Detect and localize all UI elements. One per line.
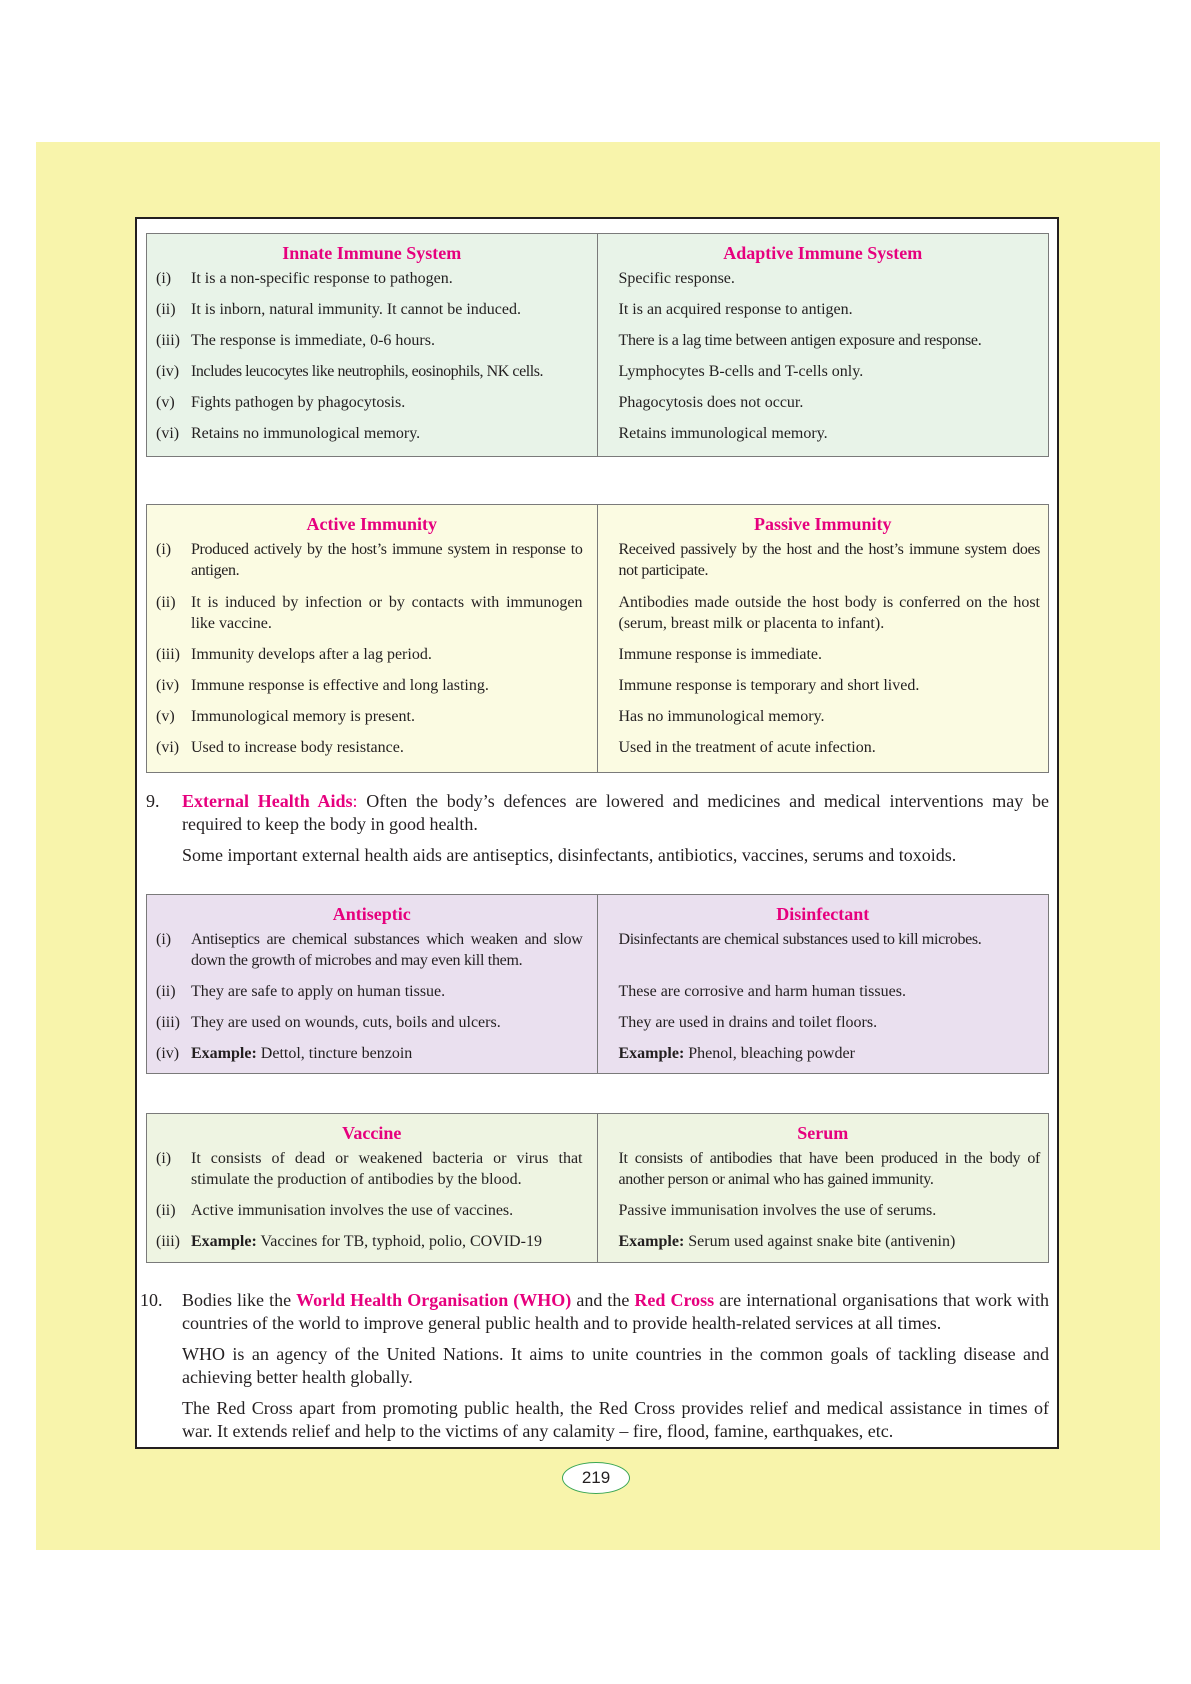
- adaptive-text: Retains immunological memory.: [618, 425, 828, 442]
- table-row: [598, 981, 1049, 1012]
- row-number: (ii): [156, 1202, 176, 1219]
- section-9-text2: Some important external health aids are antiseptics, disinfectants, antibiotics, vaccines, serums and toxoids.: [182, 845, 957, 865]
- example-label: Example:: [618, 1233, 685, 1250]
- antiseptic-column: [147, 895, 598, 1073]
- table-row: [147, 929, 597, 981]
- table-row: [598, 1200, 1049, 1231]
- table-row: [598, 1231, 1049, 1262]
- example-text: Dettol, tincture benzoin: [256, 1045, 413, 1062]
- table-row: [147, 299, 597, 330]
- table-row: [147, 706, 597, 737]
- innate-text: Retains no immunological memory.: [191, 425, 421, 442]
- row-number: (iii): [156, 332, 180, 349]
- passive-text: Immune response is temporary and short lived.: [618, 677, 920, 694]
- who-link-text: World Health Organisation (WHO): [296, 1290, 572, 1310]
- passive-text: Used in the treatment of acute infection.: [618, 739, 876, 756]
- text: are international organisations that work with countries of the world to improve general public health and to provide health-related services at all times.: [182, 1290, 1049, 1333]
- passive-text: Antibodies made outside the host body is conferred on the host (serum, breast milk or placenta to infant).: [618, 594, 1040, 632]
- table-row: [147, 1043, 597, 1074]
- disinfectant-example: [619, 1043, 1041, 1074]
- section-10-paragraph-1: [140, 1289, 1049, 1335]
- table-row: [147, 268, 597, 299]
- table-row: [598, 675, 1049, 706]
- passive-column: [598, 505, 1049, 772]
- table-row: [598, 706, 1049, 737]
- adaptive-text: It is an acquired response to antigen.: [618, 301, 853, 318]
- vaccine-example: [191, 1231, 583, 1262]
- antiseptic-disinfectant-table: [146, 894, 1049, 1074]
- table-row: [598, 268, 1049, 299]
- table-row: [147, 644, 597, 675]
- passive-text: Received passively by the host and the host’s immune system does not participate.: [618, 541, 1040, 579]
- vaccine-serum-table: [146, 1113, 1049, 1263]
- row-number: (iii): [156, 1014, 180, 1031]
- vaccine-column: [147, 1114, 598, 1262]
- antiseptic-text: Antiseptics are chemical substances which weaken and slow down the growth of microbes and may even kill them.: [191, 931, 583, 969]
- table-row: [598, 361, 1049, 392]
- adaptive-heading: Adaptive Immune System: [723, 243, 923, 263]
- external-health-aids-heading: External Health Aids: [182, 791, 353, 811]
- section-9: [146, 790, 1049, 867]
- table-row: [147, 981, 597, 1012]
- table-row: [598, 929, 1049, 981]
- example-label: Example:: [191, 1045, 257, 1062]
- passive-text: Has no immunological memory.: [618, 708, 825, 725]
- antiseptic-text: They are safe to apply on human tissue.: [191, 983, 446, 1000]
- table-row: [598, 1148, 1049, 1200]
- vaccine-text: Active immunisation involves the use of vaccines.: [191, 1202, 514, 1219]
- table-row: [598, 299, 1049, 330]
- section-9-paragraph: [146, 790, 1049, 836]
- example-label: Example:: [618, 1045, 685, 1062]
- page-number: 219: [562, 1462, 630, 1494]
- text: and the: [571, 1290, 635, 1310]
- row-number: (ii): [156, 983, 176, 1000]
- table-row: [598, 330, 1049, 361]
- active-text: Produced actively by the host’s immune system in response to antigen.: [191, 541, 583, 579]
- example-text: Serum used against snake bite (antivenin): [684, 1233, 956, 1250]
- active-text: Immunity develops after a lag period.: [191, 646, 432, 663]
- innate-text: Fights pathogen by phagocytosis.: [191, 394, 406, 411]
- innate-text: The response is immediate, 0-6 hours.: [191, 332, 435, 349]
- section-9-text: Often the body’s defences are lowered and medicines and medical interventions may be required to keep the body in good health.: [182, 791, 1049, 834]
- disinfectant-heading: Disinfectant: [776, 904, 870, 924]
- section-number: 9.: [146, 791, 160, 811]
- adaptive-text: Lymphocytes B-cells and T-cells only.: [618, 363, 864, 380]
- adaptive-text: There is a lag time between antigen exposure and response.: [618, 332, 982, 349]
- table-row: [147, 423, 597, 454]
- row-number: (iv): [156, 1045, 180, 1062]
- section-10-paragraph-2: WHO is an agency of the United Nations. It aims to unite countries in the common goals of tackling disease and achieving better health globally.: [182, 1344, 1049, 1387]
- row-number: (ii): [156, 594, 176, 611]
- innate-column: [147, 234, 598, 456]
- disinfectant-text: They are used in drains and toilet floors.: [618, 1014, 878, 1031]
- section-10: [140, 1289, 1049, 1443]
- row-number: (i): [156, 931, 172, 948]
- vaccine-text: It consists of dead or weakened bacteria or virus that stimulate the production of antibodies by the blood.: [191, 1150, 583, 1188]
- table-row: [147, 1200, 597, 1231]
- section-number: 10.: [140, 1290, 163, 1310]
- row-number: (ii): [156, 301, 176, 318]
- text: Bodies like the: [182, 1290, 297, 1310]
- active-text: Immunological memory is present.: [191, 708, 415, 725]
- serum-text: Passive immunisation involves the use of serums.: [618, 1202, 937, 1219]
- example-text: Phenol, bleaching powder: [684, 1045, 855, 1062]
- table-row: [147, 675, 597, 706]
- disinfectant-text: These are corrosive and harm human tissues.: [618, 983, 906, 1000]
- active-text: Immune response is effective and long lasting.: [191, 677, 489, 694]
- heading-colon: :: [352, 791, 358, 811]
- serum-heading: Serum: [797, 1123, 849, 1143]
- innate-adaptive-table: [146, 233, 1049, 457]
- passive-heading: Passive Immunity: [753, 514, 892, 534]
- row-number: (iii): [156, 1233, 180, 1250]
- row-number: (i): [156, 541, 172, 558]
- table-row: [598, 592, 1049, 644]
- innate-heading: Innate Immune System: [282, 243, 462, 263]
- adaptive-column: [598, 234, 1049, 456]
- table-row: [147, 1231, 597, 1262]
- row-number: (iii): [156, 646, 180, 663]
- row-number: (vi): [156, 739, 180, 756]
- active-heading: Active Immunity: [306, 514, 437, 534]
- table-row: [147, 1012, 597, 1043]
- disinfectant-text: Disinfectants are chemical substances used to kill microbes.: [618, 931, 982, 948]
- antiseptic-heading: Antiseptic: [332, 904, 411, 924]
- example-label: Example:: [191, 1233, 257, 1250]
- innate-text: It is a non-specific response to pathogen.: [191, 270, 453, 287]
- row-number: (v): [156, 394, 175, 411]
- innate-text: Includes leucocytes like neutrophils, eosinophils, NK cells.: [191, 363, 544, 380]
- table-row: [147, 737, 597, 768]
- active-passive-table: [146, 504, 1049, 773]
- section-10-paragraph-3: The Red Cross apart from promoting public health, the Red Cross provides relief and medical assistance in times of war. It extends relief and help to the victims of any calamity – fire, flood, famine, earthquakes, etc.: [182, 1398, 1049, 1441]
- table-row: [598, 737, 1049, 768]
- table-row: [147, 1148, 597, 1200]
- row-number: (iv): [156, 677, 180, 694]
- row-number: (i): [156, 270, 172, 287]
- row-number: (vi): [156, 425, 180, 442]
- row-number: (i): [156, 1150, 172, 1167]
- row-number: (iv): [156, 363, 180, 380]
- table-row: [598, 423, 1049, 454]
- table-row: [147, 361, 597, 392]
- row-number: (v): [156, 708, 175, 725]
- active-text: It is induced by infection or by contacts with immunogen like vaccine.: [191, 594, 583, 632]
- table-row: [147, 592, 597, 644]
- active-text: Used to increase body resistance.: [191, 739, 404, 756]
- table-row: [598, 539, 1049, 592]
- adaptive-text: Specific response.: [618, 270, 735, 287]
- table-row: [147, 330, 597, 361]
- active-column: [147, 505, 598, 772]
- serum-column: [598, 1114, 1049, 1262]
- table-row: [598, 644, 1049, 675]
- serum-text: It consists of antibodies that have been produced in the body of another person or animal who has gained immunity.: [618, 1150, 1040, 1188]
- table-row: [147, 539, 597, 592]
- innate-text: It is inborn, natural immunity. It cannot be induced.: [191, 301, 521, 318]
- example-text: Vaccines for TB, typhoid, polio, COVID-19: [256, 1233, 542, 1250]
- table-row: [598, 1012, 1049, 1043]
- table-row: [598, 1043, 1049, 1074]
- table-row: [598, 392, 1049, 423]
- table-row: [147, 392, 597, 423]
- antiseptic-text: They are used on wounds, cuts, boils and ulcers.: [191, 1014, 501, 1031]
- red-cross-text: Red Cross: [634, 1290, 715, 1310]
- serum-example: [619, 1231, 1041, 1262]
- disinfectant-column: [598, 895, 1049, 1073]
- vaccine-heading: Vaccine: [342, 1123, 402, 1143]
- antiseptic-example: [191, 1043, 583, 1074]
- adaptive-text: Phagocytosis does not occur.: [618, 394, 804, 411]
- passive-text: Immune response is immediate.: [618, 646, 823, 663]
